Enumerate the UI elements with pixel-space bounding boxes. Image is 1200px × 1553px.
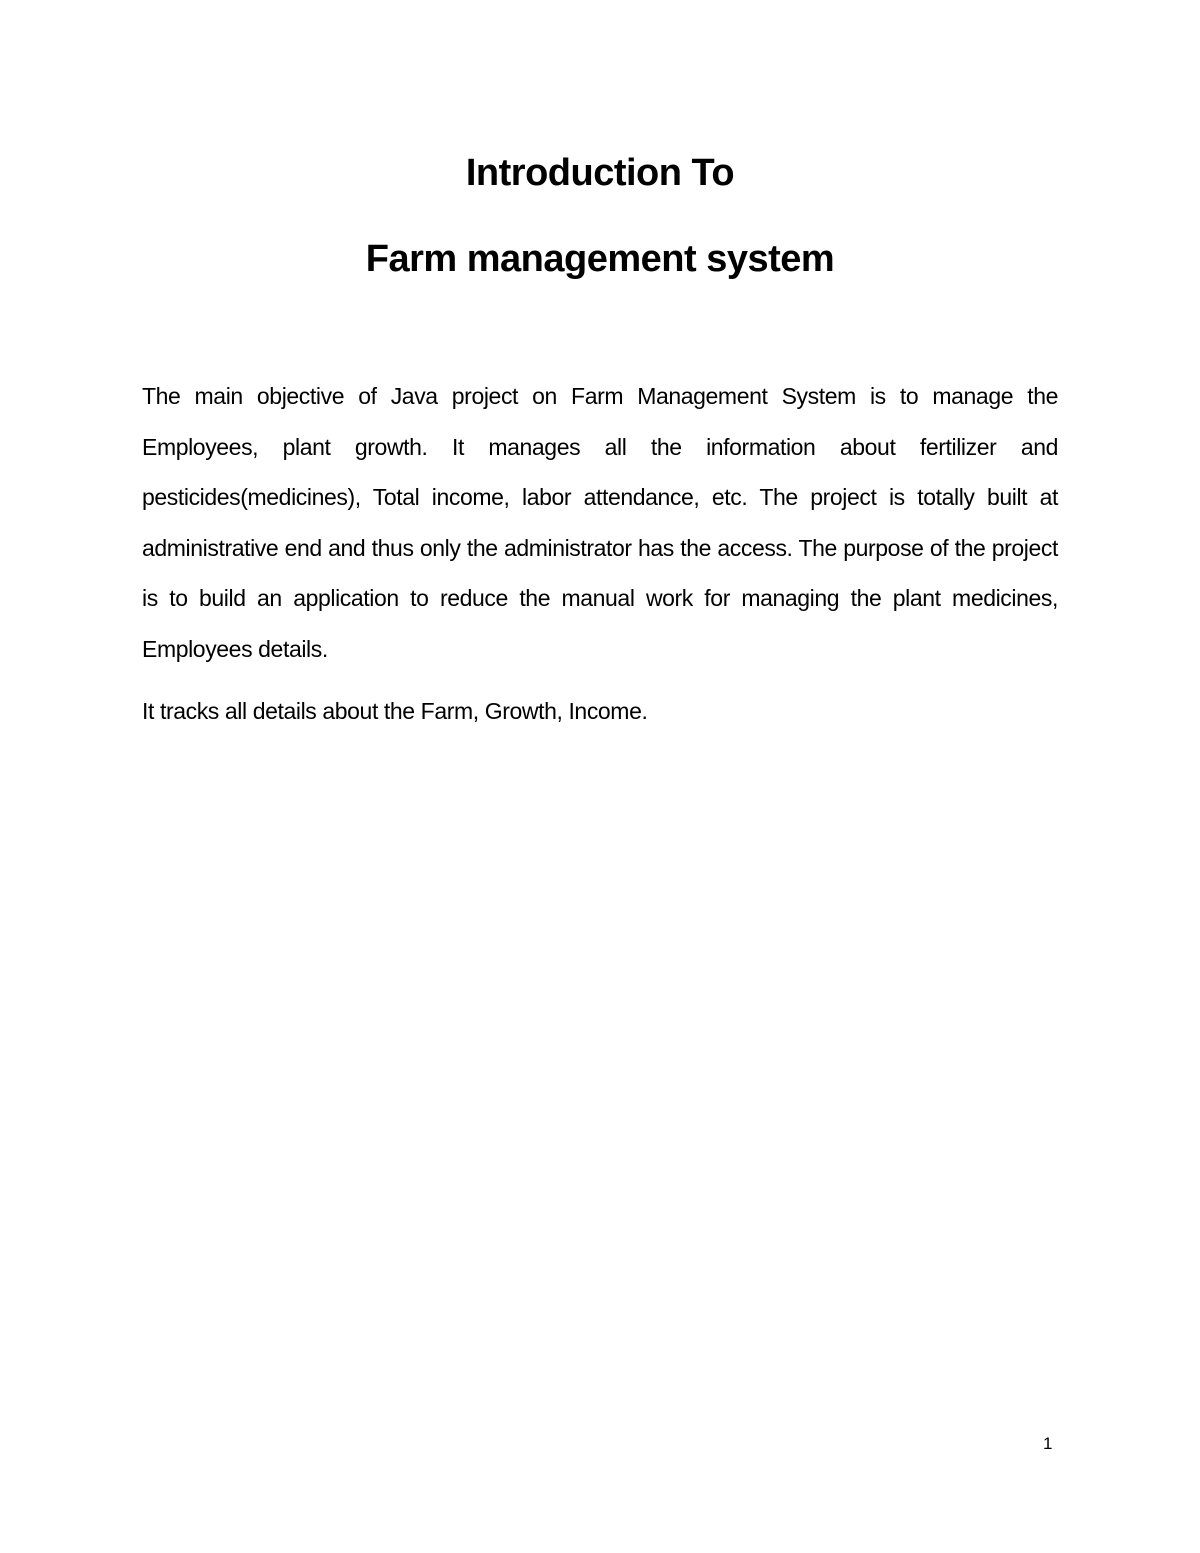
title-line-2: Farm management system [365, 238, 835, 280]
title-line-1: Introduction To [465, 152, 735, 194]
intro-paragraph: The main objective of Java project on Farm Management System is to manage the Employees, plant growth. It manages all the information about fertilizer and pesticides(medicines), Total income, labor attendance, etc. The project is totally built at administrative end and thus only the administrator has the access. The purpose of the project is to build an application to reduce the manual work for managing the plant medicines, Employees details. [142, 383, 1058, 662]
summary-paragraph: It tracks all details about the Farm, Growth, Income. [142, 698, 648, 724]
page-number: 1 [1043, 1434, 1053, 1453]
